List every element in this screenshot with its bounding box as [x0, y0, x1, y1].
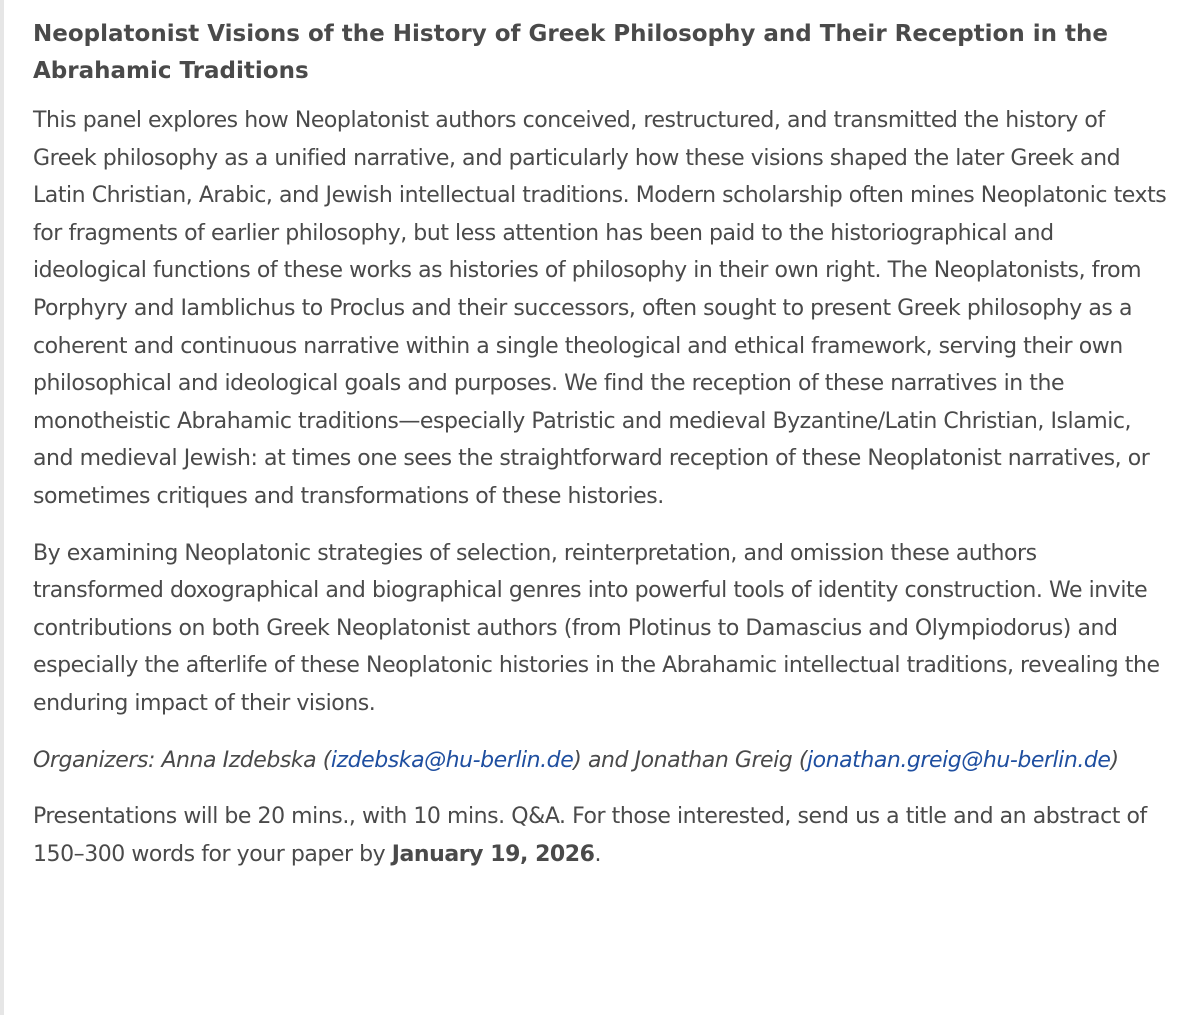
description-paragraph-1: This panel explores how Neoplatonist authors conceived, restructured, and transmitted the history of Greek philosophy as a unified narrative, and particularly how these visions shaped the later Greek and Latin Christian, Arabic, and Jewish intellectual traditions. Modern scholarship often mines Neoplatonic texts for fragments of earlier philosophy, but less attention has been paid to the historiographical and ideological functions of these works as histories of philosophy in their own right. The Neoplatonists, from Porphyry and Iamblichus to Proclus and their successors, often sought to present Greek philosophy as a coherent and continuous narrative within a single theological and ethical framework, serving their own philosophical and ideological goals and purposes. We find the reception of these narratives in the monotheistic Abrahamic traditions—especially Patristic and medieval Byzantine/Latin Christian, Islamic, and medieval Jewish: at times one sees the straightforward reception of these Neoplatonist narratives, or sometimes critiques and transformations of these histories.	[33, 108, 1167, 509]
panel-description	[33, 16, 1173, 892]
organizers-prefix: Organizers: Anna Izdebska (	[33, 747, 331, 773]
organizers-suffix: )	[1110, 747, 1119, 773]
description-paragraph-2: By examining Neoplatonic strategies of selection, reinterpretation, and omission these authors transformed doxographical and biographical genres into powerful tools of identity construction. We invite contributions on both Greek Neoplatonist authors (from Plotinus to Damascius and Olympiodorus) and especially the afterlife of these Neoplatonic histories in the Abrahamic intellectual traditions, revealing the enduring impact of their visions.	[33, 540, 1160, 716]
submission-deadline: January 19, 2026	[391, 841, 595, 867]
organizers-middle: ) and Jonathan Greig (	[573, 747, 807, 773]
presentation-info	[33, 798, 1173, 873]
presentation-text: Presentations will be 20 mins., with 10 mins. Q&A. For those interested, send us a title and an abstract of 150–300 words for your paper by	[33, 804, 1147, 867]
presentation-end: .	[594, 841, 602, 867]
organizers-line	[33, 742, 1173, 780]
email-link-izdebska[interactable]: izdebska@hu-berlin.de	[330, 747, 574, 773]
left-border-rule	[0, 0, 4, 1015]
panel-title: Neoplatonist Visions of the History of Greek Philosophy and Their Reception in the Abrahamic Traditions	[33, 21, 1108, 84]
email-link-greig[interactable]: jonathan.greig@hu-berlin.de	[806, 747, 1111, 773]
